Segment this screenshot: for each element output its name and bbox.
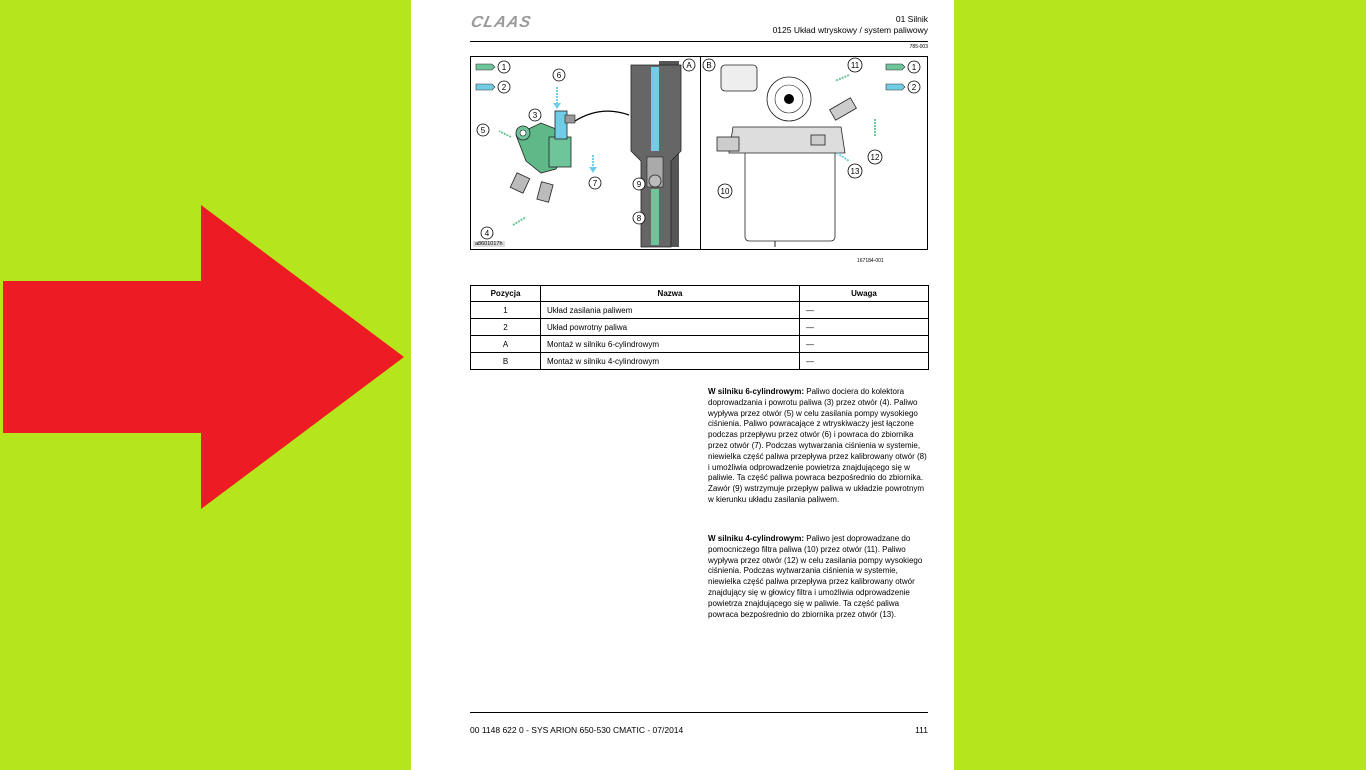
svg-text:8: 8 (636, 214, 642, 223)
figure-code: a8601017h (475, 241, 503, 247)
cell-nazwa: Montaż w silniku 6-cylindrowym (541, 336, 800, 353)
svg-text:2: 2 (911, 83, 917, 92)
table-header-row (471, 286, 929, 302)
cell-nazwa: Układ zasilania paliwem (541, 302, 800, 319)
fuel-system-figure (470, 56, 928, 250)
table-row (471, 302, 929, 319)
cell-nazwa: Montaż w silniku 4-cylindrowym (541, 353, 800, 370)
page-header (773, 14, 928, 36)
cell-pozycja: 2 (471, 319, 541, 336)
supply-arrow-icon (476, 64, 495, 70)
fuel-manifold-illustration (499, 87, 629, 225)
panel-label-b: B (706, 61, 712, 70)
paragraph-lead: W silniku 6-cylindrowym: (708, 387, 805, 396)
cell-nazwa: Układ powrotny paliwa (541, 319, 800, 336)
fuel-diagram-illustration (471, 57, 927, 249)
page-number: 111 (915, 725, 928, 735)
svg-text:4: 4 (484, 229, 490, 238)
svg-text:7: 7 (592, 179, 598, 188)
svg-text:13: 13 (850, 167, 860, 176)
header-uwaga: Uwaga (800, 286, 929, 302)
section-title: 01 Silnik (895, 14, 928, 24)
doc-reference: 785-003 (909, 44, 928, 50)
parts-table (470, 285, 929, 370)
figure-reference: 167184-001 (857, 258, 884, 264)
svg-text:6: 6 (556, 71, 562, 80)
header-nazwa: Nazwa (541, 286, 800, 302)
svg-text:3: 3 (532, 111, 538, 120)
table-row (471, 336, 929, 353)
header-pozycja: Pozycja (471, 286, 541, 302)
header-rule (470, 41, 928, 42)
svg-text:10: 10 (720, 187, 730, 196)
footer-doc-id: 00 1148 622 0 - SYS ARION 650-530 CMATIC - 07/2014 (470, 725, 684, 735)
figure-divider (700, 57, 701, 250)
svg-text:1: 1 (911, 63, 917, 72)
paragraph-6-cylinder (708, 387, 930, 506)
footer-rule (470, 712, 928, 713)
cell-pozycja: 1 (471, 302, 541, 319)
cell-uwaga: — (800, 319, 929, 336)
red-arrow-icon (0, 0, 410, 770)
table-row (471, 319, 929, 336)
manual-page (411, 0, 954, 770)
svg-text:12: 12 (870, 153, 880, 162)
legend-num-1: 1 (501, 63, 507, 72)
cell-pozycja: A (471, 336, 541, 353)
cell-uwaga: — (800, 302, 929, 319)
claas-logo: CLAAS (469, 14, 534, 31)
legend-num-2: 2 (501, 83, 507, 92)
panel-label-a: A (686, 61, 692, 70)
subsection-title: 0125 Układ wtryskowy / system paliwowy (772, 25, 928, 35)
return-arrow-icon (476, 84, 495, 90)
paragraph-lead: W silniku 4-cylindrowym: (708, 534, 805, 543)
svg-text:5: 5 (480, 126, 486, 135)
paragraph-text: Paliwo dociera do kolektora doprowadzania i powrotu paliwa (3) przez otwór (4). Paliwo wypływa przez otwór (5) w celu zasilania pompy wysokiego ciśnienia. Paliwo powracające z wtryskiwaczy jest łączone podczas przepływu przez otwór (6) i powraca do zbiornika przez otwór (7). Podczas wytwarzania ciśnienia w systemie, niewielka część paliwa przepływa przez kalibrowany otwór (8) i umożliwia odprowadzenie powietrza znajdującego się w paliwie. Ta część paliwa powraca bezpośrednio do zbiornika. Zawór (9) wstrzymuje przepływ paliwa w układzie powrotnym w kierunku układu zasilania paliwem. (708, 387, 927, 504)
svg-text:9: 9 (636, 180, 642, 189)
paragraph-text: Paliwo jest doprowadzane do pomocniczego filtra paliwa (10) przez otwór (11). Paliwo wypływa przez otwór (12) w celu zasilania pompy wysokiego ciśnienia. Podczas wytwarzania ciśnienia w systemie, niewielka część paliwa przepływa przez kalibrowany otwór znajdujący się w głowicy filtra i umożliwia odprowadzenie powietrza znajdującego się w paliwie. Ta część paliwa powraca bezpośrednio do zbiornika przez otwór (13). (708, 534, 923, 619)
paragraph-4-cylinder (708, 534, 930, 620)
table-row (471, 353, 929, 370)
cell-uwaga: — (800, 353, 929, 370)
cell-pozycja: B (471, 353, 541, 370)
svg-text:11: 11 (850, 61, 860, 70)
cell-uwaga: — (800, 336, 929, 353)
